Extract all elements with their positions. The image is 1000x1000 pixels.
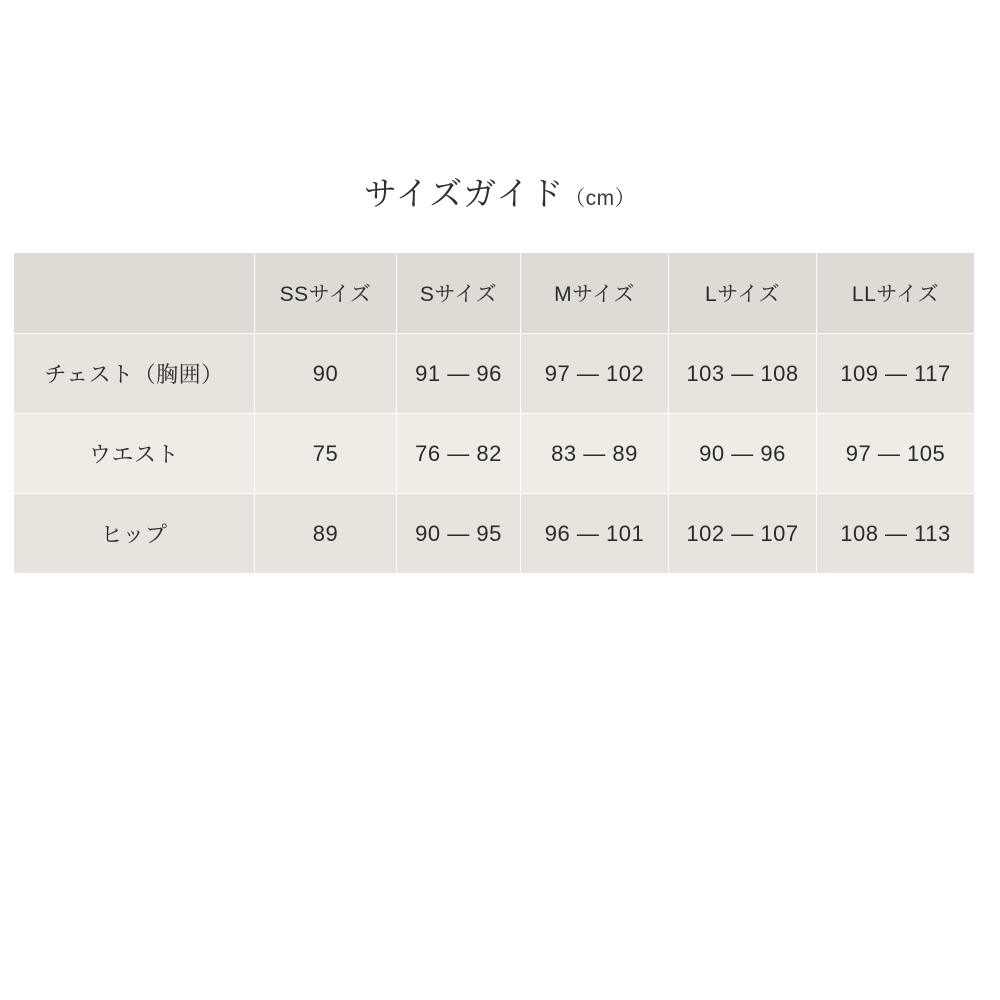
row-label-chest: チェスト（胸囲） xyxy=(14,334,255,414)
page-title-text: サイズガイド xyxy=(363,175,565,212)
cell-waist-ss: 75 xyxy=(255,414,397,494)
cell-hip-l: 102 — 107 xyxy=(669,494,817,574)
page-title xyxy=(0,168,1000,215)
table-row xyxy=(14,334,975,414)
column-header-m: Mサイズ xyxy=(521,253,669,334)
cell-hip-m: 96 — 101 xyxy=(521,494,669,574)
cell-hip-ll: 108 — 113 xyxy=(817,494,975,574)
cell-hip-s: 90 — 95 xyxy=(397,494,521,574)
column-header-ss: SSサイズ xyxy=(255,253,397,334)
row-label-waist: ウエスト xyxy=(14,414,255,494)
cell-waist-m: 83 — 89 xyxy=(521,414,669,494)
size-table xyxy=(13,252,975,574)
cell-hip-ss: 89 xyxy=(255,494,397,574)
cell-waist-ll: 97 — 105 xyxy=(817,414,975,494)
column-header-l: Lサイズ xyxy=(669,253,817,334)
row-label-hip: ヒップ xyxy=(14,494,255,574)
cell-chest-ss: 90 xyxy=(255,334,397,414)
cell-chest-l: 103 — 108 xyxy=(669,334,817,414)
cell-waist-l: 90 — 96 xyxy=(669,414,817,494)
size-table-container xyxy=(13,252,974,574)
cell-chest-m: 97 — 102 xyxy=(521,334,669,414)
table-header-row xyxy=(14,253,975,334)
column-header-ll: LLサイズ xyxy=(817,253,975,334)
page-title-unit: （cm） xyxy=(564,187,637,210)
table-corner-cell xyxy=(14,253,255,334)
table-row xyxy=(14,414,975,494)
cell-waist-s: 76 — 82 xyxy=(397,414,521,494)
column-header-s: Sサイズ xyxy=(397,253,521,334)
table-row xyxy=(14,494,975,574)
cell-chest-s: 91 — 96 xyxy=(397,334,521,414)
cell-chest-ll: 109 — 117 xyxy=(817,334,975,414)
